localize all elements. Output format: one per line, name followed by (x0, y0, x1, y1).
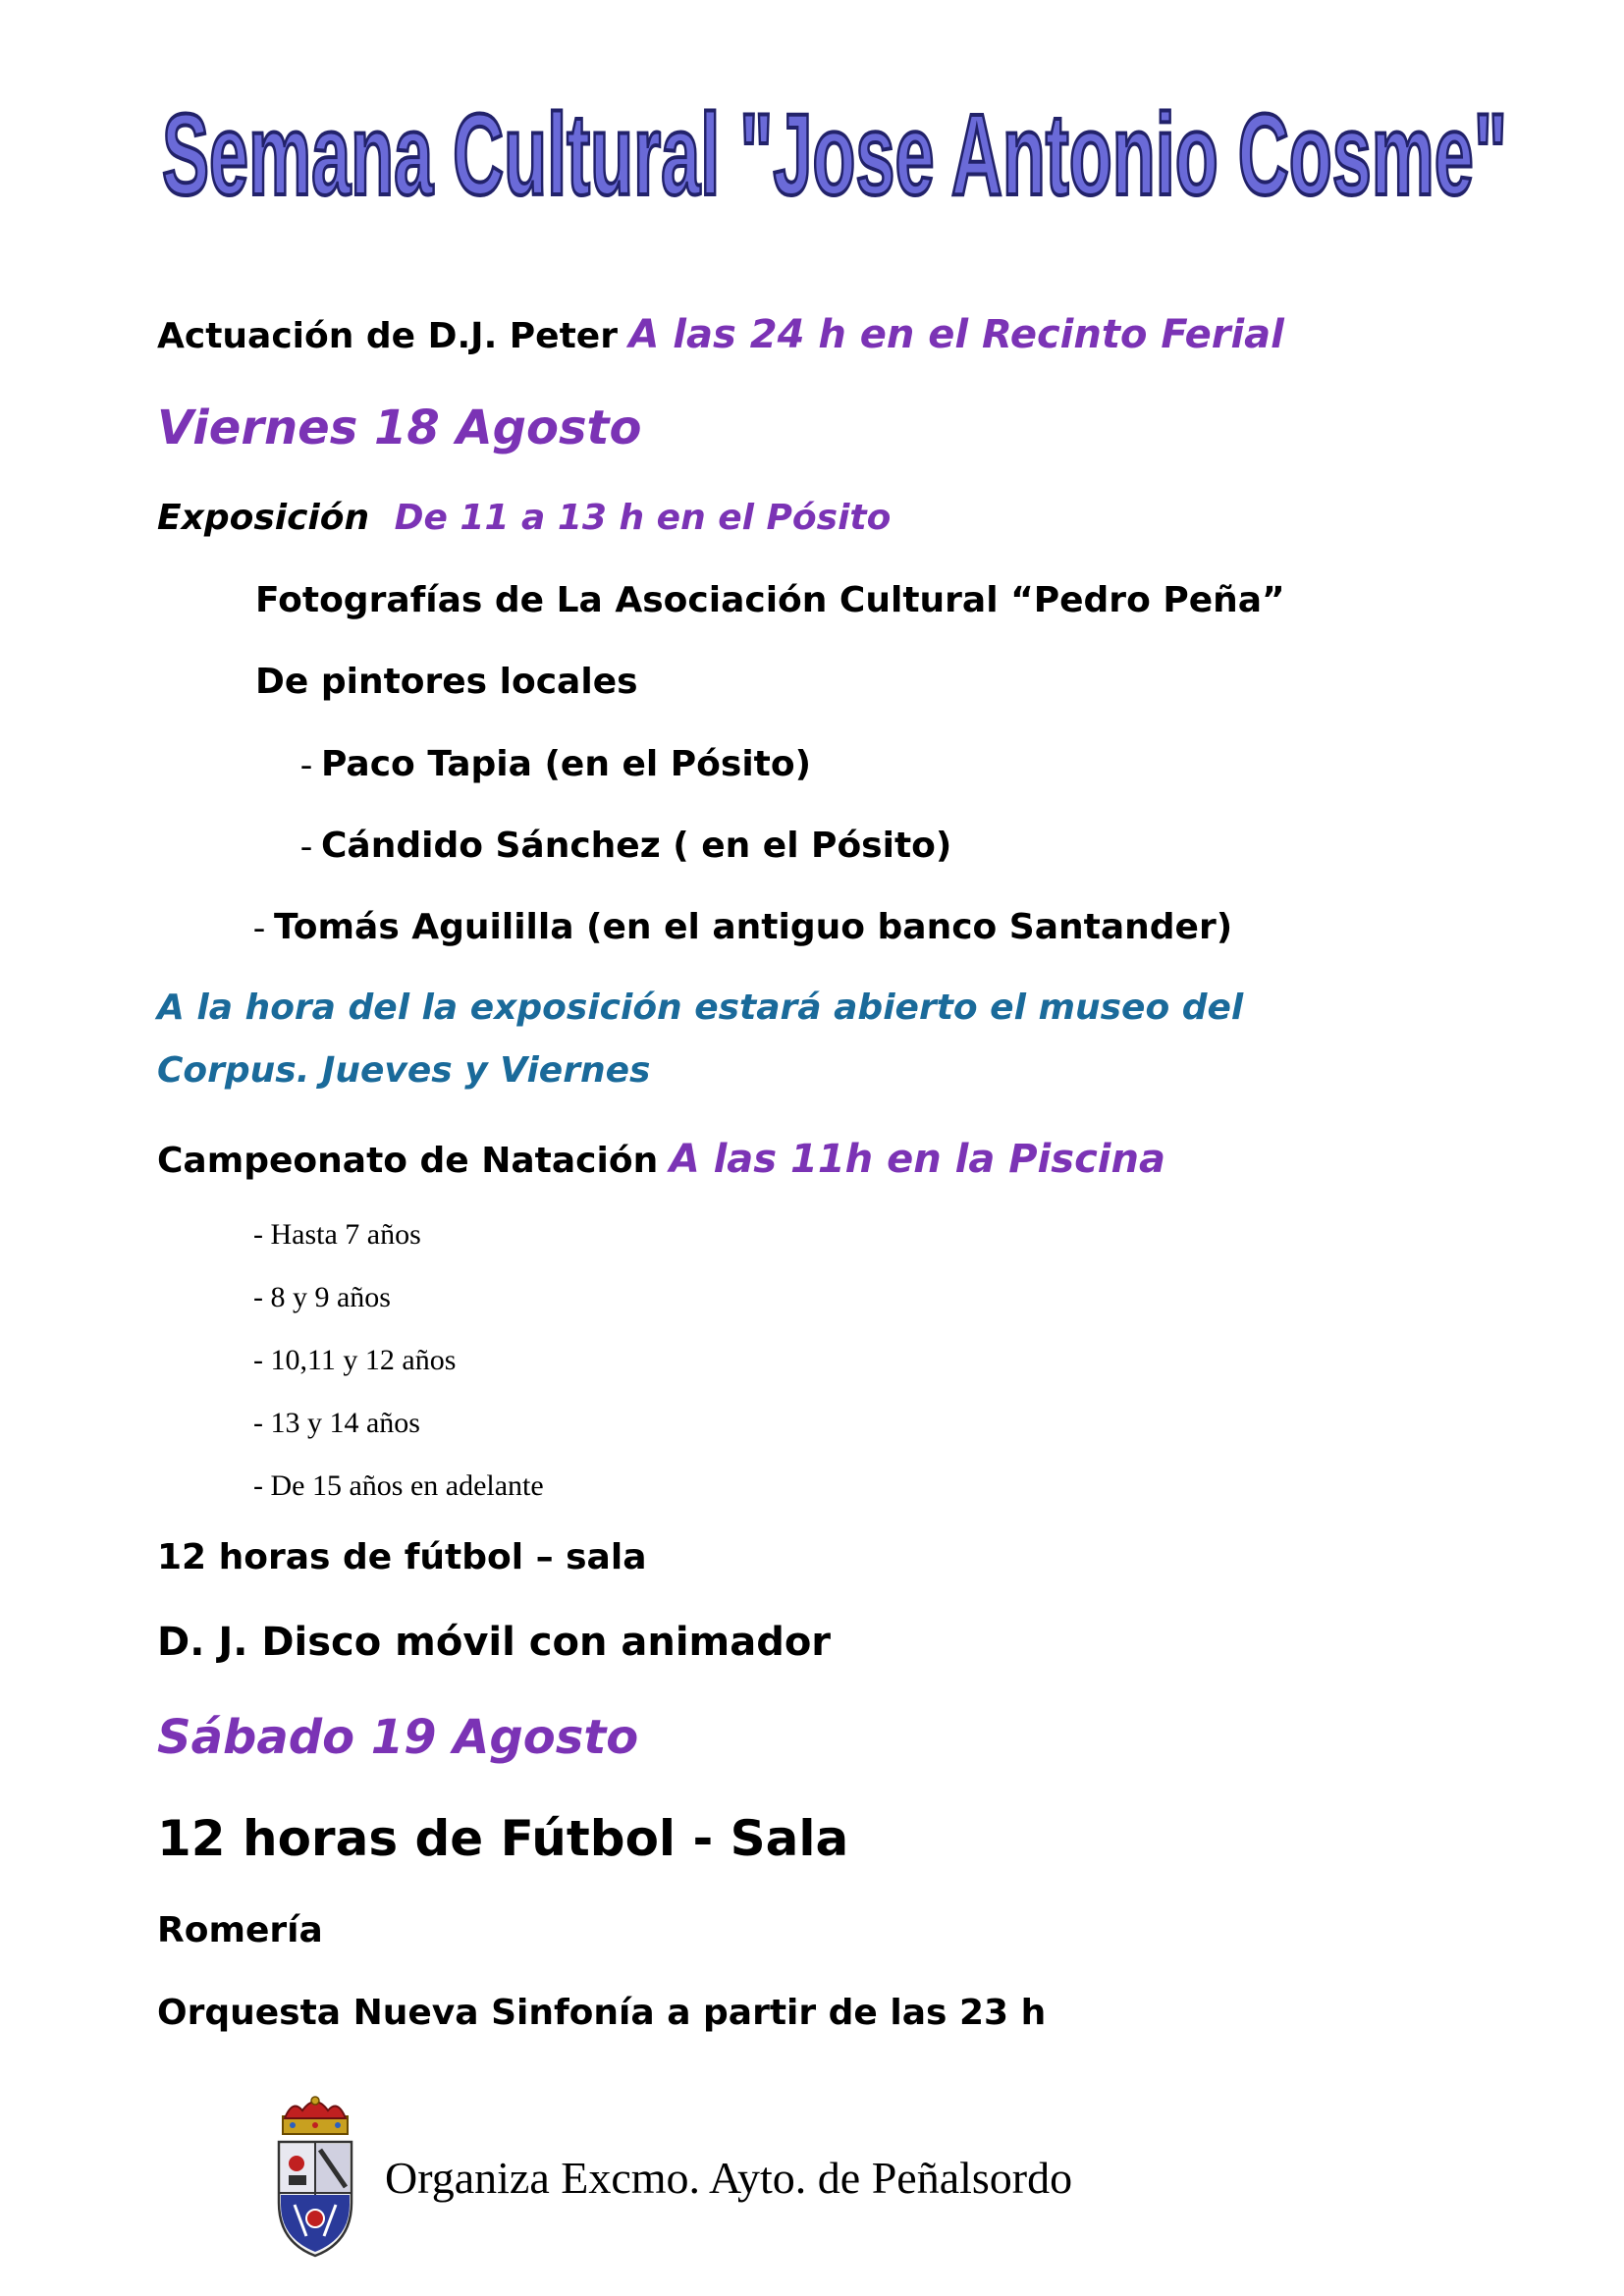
painter-item (300, 825, 951, 866)
pintores-line: De pintores locales (255, 662, 638, 702)
categoria-item: - 8 y 9 años (253, 1281, 391, 1313)
categoria-item: - 10,11 y 12 años (253, 1344, 457, 1376)
coat-of-arms-icon (273, 2095, 357, 2260)
painter-name: Tomás Aguililla (en el antiguo banco Santander) (274, 907, 1233, 947)
categoria-item: - 13 y 14 años (253, 1407, 420, 1439)
painter-item (300, 743, 811, 784)
dj-peter-time: A las 24 h en el Recinto Ferial (628, 312, 1284, 357)
fotografias-line: Fotografías de La Asociación Cultural “Pedro Peña” (255, 580, 1285, 620)
natacion-label: Campeonato de Natación (157, 1141, 659, 1181)
painter-name: Paco Tapia (en el Pósito) (321, 744, 812, 784)
painter-dash: - (300, 744, 321, 783)
natacion-line (157, 1137, 1165, 1182)
futbol-sala-line-2: 12 horas de Fútbol - Sala (157, 1810, 849, 1867)
orquesta-line: Orquesta Nueva Sinfonía a partir de las 23 h (157, 1993, 1047, 2033)
categoria-item: - De 15 años en adelante (253, 1469, 544, 1502)
dj-peter-label: Actuación de D.J. Peter (157, 316, 618, 356)
exposicion-time: De 11 a 13 h en el Pósito (394, 498, 892, 538)
day-heading-friday: Viernes 18 Agosto (157, 400, 642, 455)
dj-peter-line (157, 312, 1284, 357)
categoria-item: - Hasta 7 años (253, 1218, 421, 1251)
page-title-text: Semana Cultural "Jose Antonio Cosme" (162, 90, 1507, 220)
painter-dash: - (253, 907, 274, 946)
natacion-time: A las 11h en la Piscina (669, 1137, 1165, 1182)
day-heading-saturday: Sábado 19 Agosto (157, 1710, 639, 1765)
painter-dash: - (300, 826, 321, 865)
museo-note-line2: Corpus. Jueves y Viernes (157, 1050, 651, 1091)
exposicion-label: Exposición (157, 498, 370, 538)
exposicion-line (157, 498, 891, 538)
romeria-line: Romería (157, 1910, 323, 1950)
futbol-sala-line: 12 horas de fútbol – sala (157, 1537, 647, 1577)
museo-note-line1: A la hora del la exposición estará abierto el museo del (157, 988, 1244, 1028)
painter-name: Cándido Sánchez ( en el Pósito) (321, 826, 952, 866)
page-title (157, 47, 1512, 243)
disco-movil-line: D. J. Disco móvil con animador (157, 1620, 832, 1665)
painter-item (253, 906, 1232, 947)
organizer-footer: Organiza Excmo. Ayto. de Peñalsordo (385, 2153, 1073, 2203)
